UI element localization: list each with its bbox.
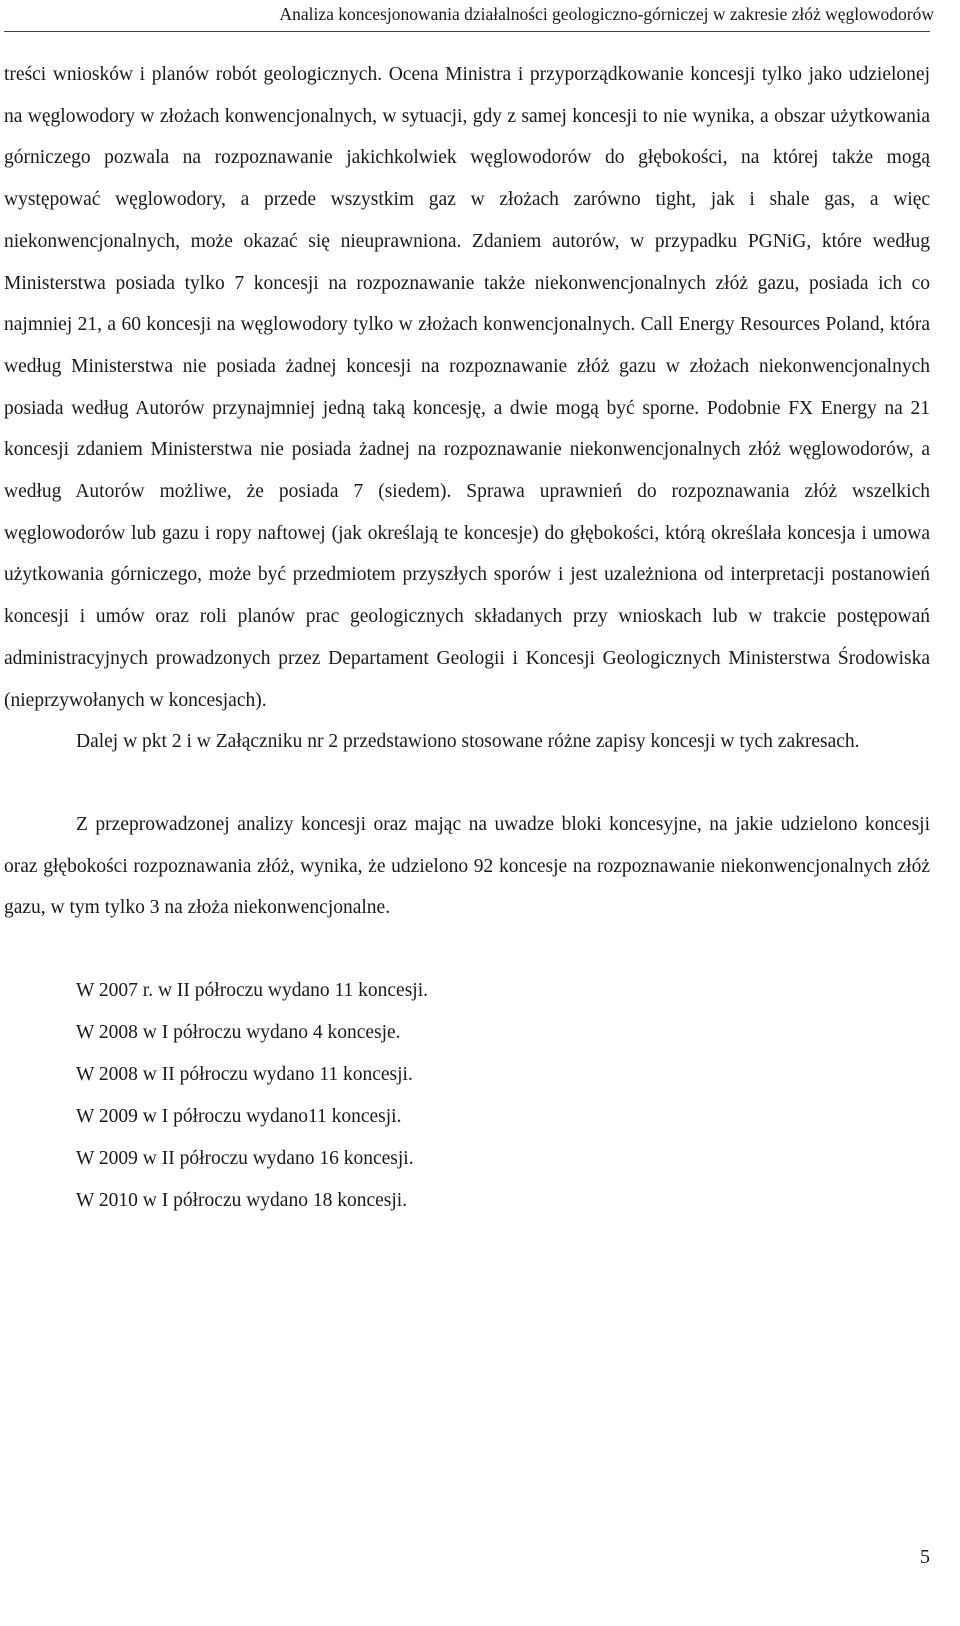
list-item: W 2008 w II półroczu wydano 11 koncesji.: [76, 1064, 413, 1086]
document-body: [4, 54, 930, 1222]
header-divider: [4, 31, 930, 32]
list-item: W 2010 w I półroczu wydano 18 koncesji.: [76, 1190, 408, 1212]
paragraph-analysis-summary: Z przeprowadzonej analizy koncesji oraz mając na uwadze bloki koncesyjne, na jakie udzielono koncesji oraz głębokości rozpoznawania złóż, wynika, że udzielono 92 koncesje na rozpoznawanie niekonwencjonalnych złóż gazu, w tym tylko 3 na złoża niekonwencjonalne.: [4, 813, 930, 919]
page-number: 5: [920, 1546, 930, 1568]
list-item: W 2007 r. w II półroczu wydano 11 koncesji.: [76, 980, 429, 1002]
concession-list: [4, 970, 930, 1222]
running-header: Analiza koncesjonowania działalności geologiczno-górniczej w zakresie złóż węglowodorów: [279, 4, 934, 24]
list-item: W 2008 w I półroczu wydano 4 koncesje.: [76, 1022, 401, 1044]
paragraph-reference: Dalej w pkt 2 i w Załączniku nr 2 przedstawiono stosowane różne zapisy koncesji w tych zakresach.: [76, 731, 860, 753]
paragraph-continuation: treści wniosków i planów robót geologicznych. Ocena Ministra i przyporządkowanie koncesji tylko jako udzielonej na węglowodory w złożach konwencjonalnych, w sytuacji, gdy z samej koncesji to nie wynika, a obszar użytkowania górniczego pozwala na rozpoznawanie jakichkolwiek węglowodorów do głębokości, na której także mogą występować węglowodory, a przede wszystkim gaz w złożach zarówno tight, jak i shale gas, a więc niekonwencjonalnych, może okazać się nieuprawniona. Zdaniem autorów, w przypadku PGNiG, które według Ministerstwa posiada tylko 7 koncesji na rozpoznawanie także niekonwencjonalnych złóż gazu, posiada ich co najmniej 21, a 60 koncesji na węglowodory tylko w złożach konwencjonalnych. Call Energy Resources Poland, która według Ministerstwa nie posiada żadnej koncesji na rozpoznawanie złóż gazu w złożach niekonwencjonalnych posiada według Autorów przynajmniej jedną taką koncesję, a dwie mogą być sporne. Podobnie FX Energy na 21 koncesji zdaniem Ministerstwa nie posiada żadnej na rozpoznawanie niekonwencjonalnych złóż węglowodorów, a według Autorów możliwe, że posiada 7 (siedem). Sprawa uprawnień do rozpoznawania złóż wszelkich węglowodorów lub gazu i ropy naftowej (jak określają te koncesje) do głębokości, którą określała koncesja i umowa użytkowania górniczego, może być przedmiotem przyszłych sporów i jest uzależniona od interpretacji postanowień koncesji i umów oraz roli planów prac geologicznych składanych przy wnioskach lub w trakcie postępowań administracyjnych prowadzonych przez Departament Geologii i Koncesji Geologicznych Ministerstwa Środowiska (nieprzywołanych w koncesjach).: [4, 64, 930, 711]
list-item: W 2009 w II półroczu wydano 16 koncesji.: [76, 1148, 414, 1170]
list-item: W 2009 w I półroczu wydano11 koncesji.: [76, 1106, 402, 1128]
